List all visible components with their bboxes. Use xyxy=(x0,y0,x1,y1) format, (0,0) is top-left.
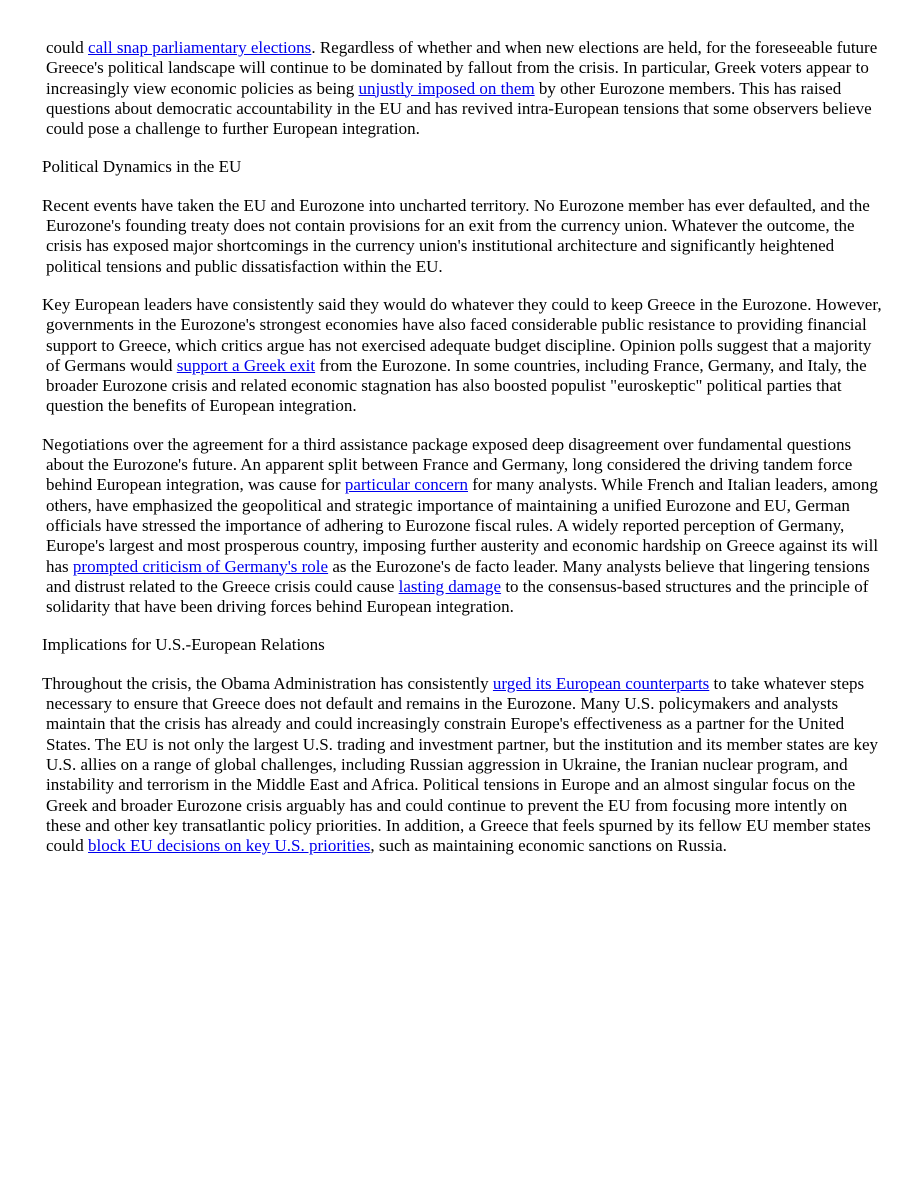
paragraph-uncharted-territory xyxy=(42,196,882,277)
text-run: Negotiations over the agreement for a third assistance package exposed deep disagreement over fundamental questions about the Eurozone's future. An apparent split between France and Germany, long considered the driving tandem force behind European integration, was cause for xyxy=(42,434,853,495)
document-body xyxy=(42,38,882,874)
text-run: could xyxy=(46,38,89,57)
section-heading-us-european-relations: Implications for U.S.-European Relations xyxy=(42,635,325,655)
text-run: for many analysts. While French and Italian leaders, among others, have emphasized the geopolitical and strategic importance of maintaining a unified Eurozone and EU, German officials have stressed the importance of adhering to Eurozone fiscal rules. A widely reported perception of Germany, Europe's largest and most prosperous country, imposing further austerity and economic hardship on Greece against its will has xyxy=(46,475,879,576)
link-support-greek-exit[interactable]: support a Greek exit xyxy=(176,355,316,375)
paragraph-snap-elections xyxy=(42,38,882,139)
text-run: Recent events have taken the EU and Eurozone into uncharted territory. No Eurozone member has ever defaulted, and the Eurozone's founding treaty does not contain provisions for an exit from the currency union. Whatever the outcome, the crisis has exposed major shortcomings in the currency union's institutional architecture and significantly heightened political tensions and public dissatisfaction within the EU. xyxy=(42,195,870,276)
link-block-eu-decisions[interactable]: block EU decisions on key U.S. priorities xyxy=(88,836,371,856)
text-run: by other Eurozone members. This has raised questions about democratic accountability in the EU and has revived intra-European tensions that some observers believe could pose a challenge to further European integration. xyxy=(46,78,872,139)
link-call-snap-elections[interactable]: call snap parliamentary elections xyxy=(88,38,312,57)
link-unjustly-imposed[interactable]: unjustly imposed on them xyxy=(358,78,535,98)
text-run: Key European leaders have consistently said they would do whatever they could to keep Greece in the Eurozone. However, governments in the Eurozone's strongest economies have also faced considerable public resistance to providing financial support to Greece, which critics argue has not exercised adequate budget discipline. Opinion polls suggest that a majority of Germans would xyxy=(42,294,882,375)
text-run: , such as maintaining economic sanctions on Russia. xyxy=(370,836,727,856)
text-run: Throughout the crisis, the Obama Administration has consistently xyxy=(42,673,493,693)
section-heading-political-dynamics: Political Dynamics in the EU xyxy=(42,157,242,177)
link-criticism-germany-role[interactable]: prompted criticism of Germany's role xyxy=(72,556,329,576)
paragraph-negotiations xyxy=(42,435,882,618)
text-run: from the Eurozone. In some countries, including France, Germany, and Italy, the broader Eurozone crisis and related economic stagnation has also boosted populist "euroskeptic" political parties that question the benefits of European integration. xyxy=(46,355,867,416)
paragraph-key-leaders xyxy=(42,295,882,417)
text-run: to the consensus-based structures and the principle of solidarity that have been driving forces behind European integration. xyxy=(46,576,869,617)
link-particular-concern[interactable]: particular concern xyxy=(344,475,468,495)
text-run: as the Eurozone's de facto leader. Many analysts believe that lingering tensions and distrust related to the Greece crisis could cause xyxy=(46,556,870,596)
link-lasting-damage[interactable]: lasting damage xyxy=(398,576,502,596)
link-urged-european-counterparts[interactable]: urged its European counterparts xyxy=(492,673,710,693)
text-run: to take whatever steps necessary to ensure that Greece does not default and remains in the Eurozone. Many U.S. policymakers and analysts maintain that the crisis has already and could increasingly constrain Europe's effectiveness as a partner for the United States. The EU is not only the largest U.S. trading and investment partner, but the institution and its member states are key U.S. allies on a range of global challenges, including Russian aggression in Ukraine, the Iranian nuclear program, and instability and terrorism in the Middle East and Africa. Political tensions in Europe and an almost singular focus on the Greek and broader Eurozone crisis arguably has and could continue to prevent the EU from focusing more intently on these and other key transatlantic policy priorities. In addition, a Greece that feels spurned by its fellow EU member states could xyxy=(46,673,879,856)
text-run: . Regardless of whether and when new elections are held, for the foreseeable future Greece's political landscape will continue to be dominated by fallout from the crisis. In particular, Greek voters appear to increasingly view economic policies as being xyxy=(46,38,878,98)
paragraph-obama-administration xyxy=(42,674,882,857)
